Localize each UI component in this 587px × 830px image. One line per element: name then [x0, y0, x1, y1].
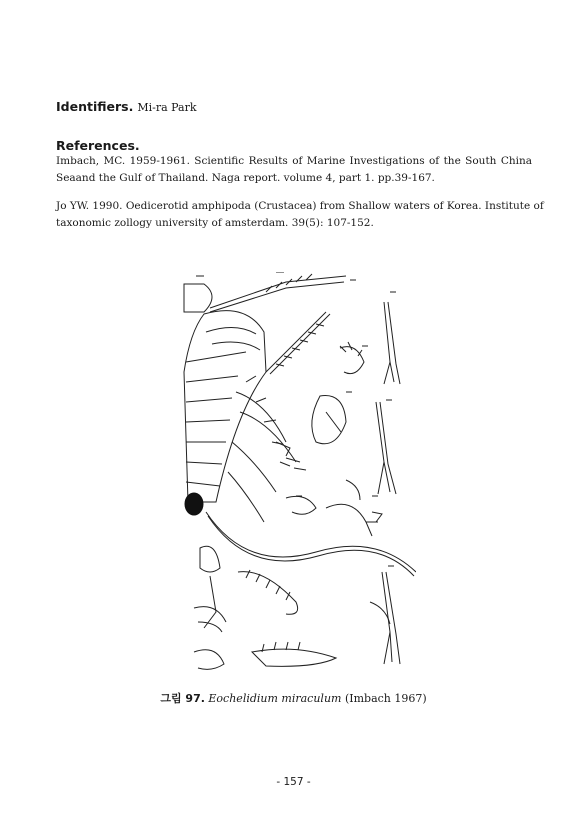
legs-cluster [228, 392, 296, 522]
identifiers-value: Mi-ra Park [137, 101, 197, 114]
small-part-a [286, 496, 316, 514]
small-part-c [346, 480, 360, 500]
page-number: - 157 - [276, 776, 311, 788]
references-heading: References. [56, 138, 140, 153]
reference-line: Jo YW. 1990. Oedicerotid amphipoda (Crustacea) from Shallow waters of Korea. Institute of [56, 200, 544, 212]
gnathopod-2 [340, 347, 364, 374]
limb-g [252, 649, 336, 666]
identifiers-line [56, 99, 532, 114]
reference-line: Imbach, MC. 1959-1961. Scientific Results of Marine Investigations of the South China [56, 155, 532, 167]
small-part-b [326, 504, 372, 536]
limb-d [238, 572, 298, 615]
antenna-2 [266, 312, 326, 372]
antenna-1 [210, 276, 346, 308]
limb-f [194, 650, 224, 670]
reference-line: taxonomic zollogy university of amsterdam. 39(5): 107-152. [56, 217, 374, 229]
figure-authority: (Imbach 1967) [344, 692, 427, 705]
gnathopod-1 [312, 396, 346, 444]
appendage-a [384, 302, 400, 384]
reference-item [56, 198, 544, 232]
flagellum [206, 512, 416, 572]
amphipod-illustration [176, 272, 416, 680]
figure-label: 그림 97. [160, 692, 205, 705]
appendage-b [376, 402, 396, 494]
limb-c [200, 546, 220, 572]
eye [185, 493, 203, 515]
identifiers-label: Identifiers. [56, 99, 134, 114]
figure-species: Eochelidium miraculum [208, 692, 342, 705]
body-outline [184, 311, 266, 502]
uropod [382, 572, 400, 664]
head-outline [184, 284, 212, 312]
reference-line: Seaand the Gulf of Thailand. Naga report. volume 4, part 1. pp.39-167. [56, 172, 435, 184]
reference-item [56, 153, 532, 187]
figure-caption [0, 690, 587, 706]
